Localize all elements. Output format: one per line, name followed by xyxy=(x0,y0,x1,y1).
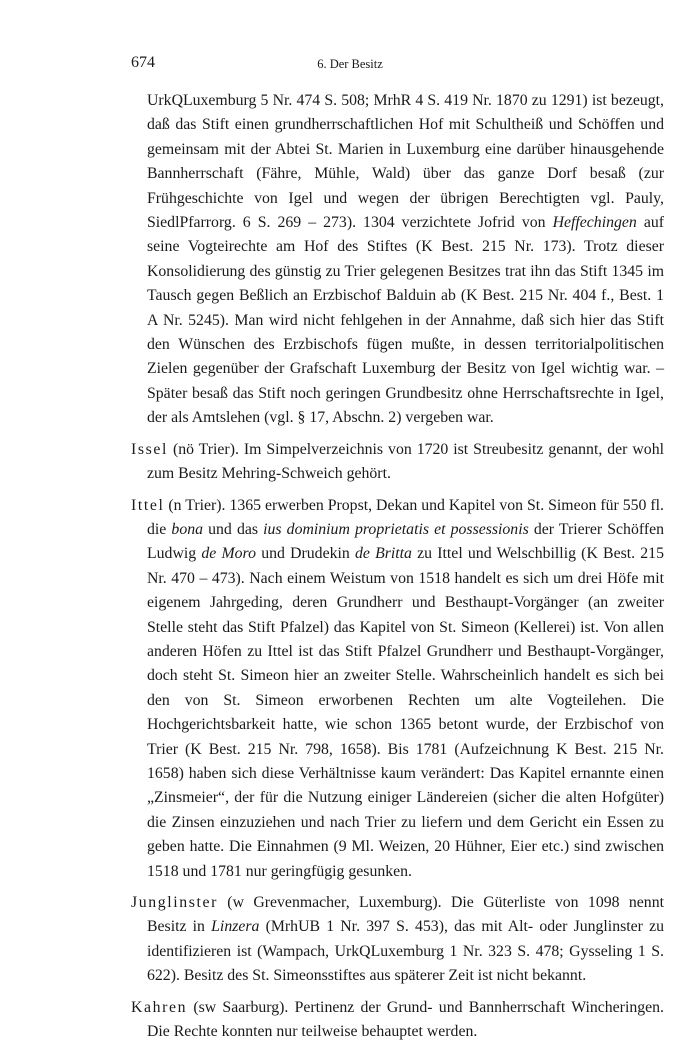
entry-kahren xyxy=(131,996,664,1045)
italic-term: Linzera xyxy=(211,918,260,936)
entry-text: und Drudekin xyxy=(256,545,355,563)
entry-headword: Issel xyxy=(131,440,168,458)
entry-text: und das xyxy=(203,520,264,538)
entry-text: (MrhUB 1 Nr. 397 S. 453), das mit Alt- oder Junglinster zu identifizieren ist (Wampach, UrkQLuxemburg 1 Nr. 323 S. 478; Gysseling 1 S. 622). Besitz des St. Simeonsstiftes aus späterer Zeit ist nicht bekannt. xyxy=(147,918,664,985)
entry-headword: Kahren xyxy=(131,998,188,1016)
entry-text: auf seine Vogteirechte am Hof des Stiftes (K Best. 215 Nr. 173). Trotz dieser Konsolidierung des günstig zu Trier gelegenen Besitzes trat ihn das Stift 1345 im Tausch gegen Beßlich an Erzbischof Balduin ab (K Best. 215 Nr. 404 f., Best. 1 A Nr. 5245). Man wird nicht fehlgehen in der Annahme, daß sich hier das Stift den Wünschen des Erzbischofs fügen mußte, in dessen territorialpolitischen Zielen gegenüber der Grafschaft Luxemburg der Besitz von Igel wichtig war. – Später besaß das Stift noch geringen Grundbesitz ohne Herrschaftsrechte in Igel, der als Amtslehen (vgl. § 17, Abschn. 2) vergeben war. xyxy=(147,214,664,427)
italic-term: ius dominium proprietatis et possessionis xyxy=(263,520,529,538)
entry-text: (nö Trier). Im Simpelverzeichnis von 1720 ist Streubesitz genannt, der wohl zum Besitz Mehring-Schweich gehört. xyxy=(147,440,664,483)
paragraph-igel-continuation xyxy=(131,89,664,431)
italic-term: de Britta xyxy=(354,545,412,563)
italic-term: Heffechingen xyxy=(552,214,637,232)
entry-headword: Junglinster xyxy=(131,894,218,911)
entry-ittel xyxy=(131,494,664,885)
italic-term: de Moro xyxy=(201,545,256,563)
entry-headword: Ittel xyxy=(131,496,165,514)
entry-text: (sw Saarburg). Pertinenz der Grund- und Bannherrschaft Wincheringen. Die Rechte konnten nur teilweise behauptet werden. xyxy=(147,998,664,1041)
body-text xyxy=(131,89,664,1051)
italic-term: bona xyxy=(171,520,204,538)
entry-text: (n Trier). 1365 erwerben Propst, Dekan und Kapitel von St. Simeon für 550 fl. die xyxy=(147,496,664,538)
entry-issel xyxy=(131,438,664,487)
running-head: 6. Der Besitz xyxy=(317,57,383,71)
entry-text: (w Grevenmacher, Luxemburg). Die Güterliste von 1098 nennt Besitz in xyxy=(147,894,664,936)
entry-junglinster xyxy=(131,891,664,989)
entry-text: zu Ittel und Welschbillig (K Best. 215 Nr. 470 – 473). Nach einem Weistum von 1518 handelt es sich um drei Höfe mit eigenem Jahrgeding, deren Grundherr und Besthaupt-Vorgänger (an zweiter Stelle steht das Stift Pfalzel) das Kapitel von St. Simeon (Kellerei) ist. Von allen anderen Höfen zu Ittel ist das Stift Pfalzel Grundherr und Besthaupt-Vorgänger, doch steht St. Simeon hier an zweiter Stelle. Wahrscheinlich handelt es sich bei den von St. Simeon erworbenen Rechten um alte Vogteilehen. Die Hochgerichtsbarkeit hatte, wie schon 1365 betont wurde, der Erzbischof von Trier (K Best. 215 Nr. 798, 1658). Bis 1781 (Aufzeichnung K Best. 215 Nr. 1658) haben sich diese Verhältnisse kaum verändert: Das Kapitel ernannte einen „Zinsmeier“, der für die Nutzung einiger Ländereien (sicher die alten Hofgüter) die Zinsen einzuziehen und nach Trier zu liefern und dem Gericht ein Essen zu geben hatte. Die Einnahmen (9 Ml. Weizen, 20 Hühner, Eier etc.) sind zwischen 1518 und 1781 nur geringfügig gesunken. xyxy=(147,545,664,880)
entry-text: UrkQLuxemburg 5 Nr. 474 S. 508; MrhR 4 S. 419 Nr. 1870 zu 1291) ist bezeugt, daß das Stift einen grundherrschaftlichen Hof mit Schultheiß und Schöffen und gemeinsam mit der Abtei St. Marien in Luxemburg eine darüber hinausgehende Bannherrschaft (Fähre, Mühle, Wald) über das ganze Dorf besaß (zur Frühgeschichte von Igel und wegen der übrigen Berechtigten vgl. Pauly, SiedlPfarrorg. 6 S. 269 – 273). 1304 verzichtete Jofrid von xyxy=(147,92,664,232)
page-number: 674 xyxy=(131,54,155,71)
entry-text: der Trierer Schöffen Ludwig xyxy=(147,520,665,563)
